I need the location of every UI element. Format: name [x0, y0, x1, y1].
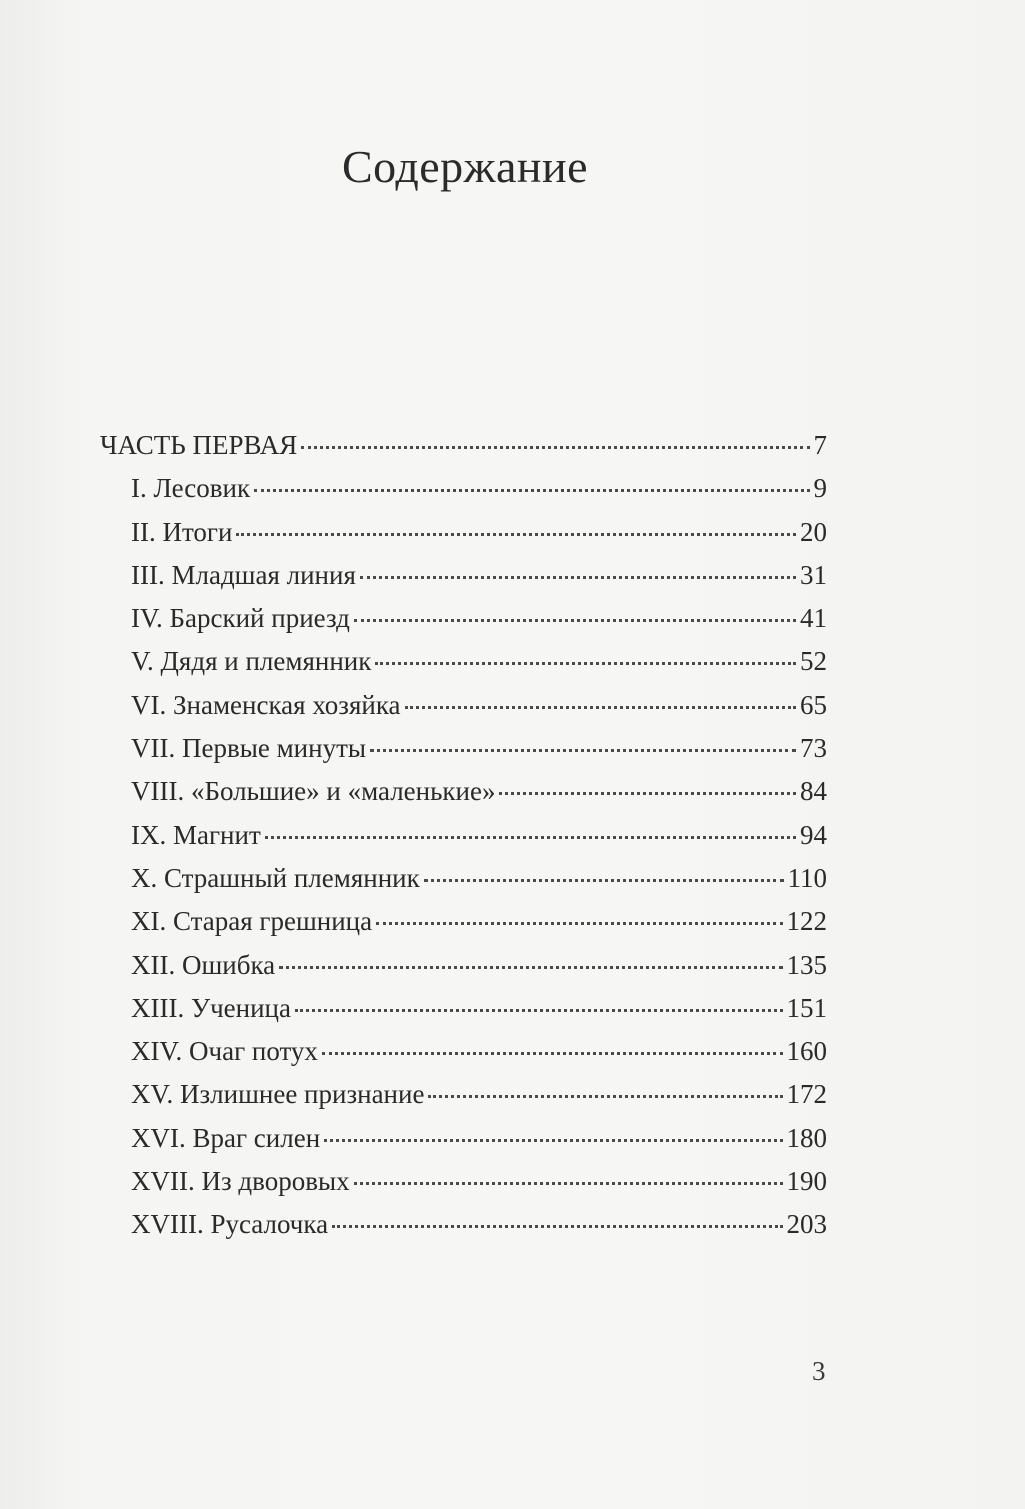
dot-leader [301, 446, 809, 449]
toc-part-row [100, 424, 827, 467]
toc-chapter-label: II. Итоги [131, 516, 233, 547]
toc-chapter-row [100, 814, 827, 857]
toc-chapter-label: XVIII. Русалочка [131, 1209, 329, 1240]
toc-chapter-label: III. Младшая линия [131, 559, 356, 590]
toc-chapter-label: XI. Старая грешница [131, 906, 373, 937]
toc-chapter-page: 52 [800, 646, 827, 677]
toc-chapter-row [100, 944, 827, 987]
dot-leader [265, 836, 796, 839]
toc-chapter-label: IV. Барский приезд [131, 603, 350, 634]
toc-chapter-label: XIII. Ученица [131, 992, 291, 1023]
toc-chapter-row [100, 684, 827, 727]
toc-chapter-page: 84 [800, 776, 827, 807]
dot-leader [322, 1052, 783, 1055]
toc-chapter-row [100, 1160, 827, 1203]
toc-chapter-row [100, 770, 827, 813]
toc-chapter-label: VIII. «Большие» и «маленькие» [131, 776, 496, 807]
dot-leader [405, 706, 796, 709]
toc-chapter-row [100, 987, 827, 1030]
toc-chapter-label: VII. Первые минуты [131, 733, 367, 764]
dot-leader [360, 576, 796, 579]
toc-chapter-row [100, 1073, 827, 1116]
dot-leader [354, 1182, 783, 1185]
toc-chapter-row [100, 900, 827, 943]
dot-leader [236, 533, 796, 536]
toc-chapter-page: 160 [786, 1036, 827, 1067]
toc-chapter-page: 41 [800, 603, 827, 634]
dot-leader [324, 1139, 782, 1142]
toc-chapter-row [100, 554, 827, 597]
table-of-contents [100, 424, 827, 1247]
toc-chapter-row [100, 857, 827, 900]
toc-chapter-label: XII. Ошибка [131, 949, 276, 980]
toc-chapter-row [100, 467, 827, 510]
toc-chapter-page: 190 [786, 1166, 827, 1197]
toc-part-label: ЧАСТЬ ПЕРВАЯ [100, 430, 298, 460]
toc-chapter-row [100, 597, 827, 640]
toc-chapter-row [100, 511, 827, 554]
dot-leader [354, 619, 796, 622]
toc-chapter-page: 135 [786, 949, 827, 980]
toc-chapter-page: 31 [800, 559, 827, 590]
toc-chapter-page: 94 [800, 819, 827, 850]
dot-leader [376, 922, 782, 925]
toc-chapter-row [100, 1117, 827, 1160]
toc-chapter-label: V. Дядя и племянник [131, 646, 372, 677]
dot-leader [428, 1095, 782, 1098]
toc-chapter-page: 151 [786, 992, 827, 1023]
toc-chapter-page: 172 [786, 1079, 827, 1110]
toc-chapter-page: 110 [787, 862, 827, 893]
toc-part-page: 7 [813, 430, 827, 460]
dot-leader [295, 1009, 783, 1012]
page-number: 3 [812, 1356, 826, 1386]
toc-chapter-page: 65 [800, 689, 827, 720]
dot-leader [279, 966, 782, 969]
dot-leader [375, 662, 796, 665]
toc-chapter-row [100, 1030, 827, 1073]
toc-chapter-label: IX. Магнит [131, 819, 261, 850]
toc-chapter-page: 180 [786, 1122, 827, 1153]
toc-chapter-label: XVII. Из дворовых [131, 1166, 350, 1197]
dot-leader [370, 749, 796, 752]
toc-chapter-label: I. Лесовик [131, 473, 251, 504]
toc-chapter-page: 73 [800, 733, 827, 764]
toc-chapter-page: 20 [800, 516, 827, 547]
toc-chapter-row [100, 1203, 827, 1246]
dot-leader [254, 489, 809, 492]
toc-chapter-row [100, 640, 827, 683]
toc-chapter-page: 122 [786, 906, 827, 937]
dot-leader [332, 1225, 782, 1228]
toc-chapter-row [100, 727, 827, 770]
toc-chapter-label: XVI. Враг силен [131, 1122, 321, 1153]
toc-chapter-label: VI. Знаменская хозяйка [131, 689, 401, 720]
toc-chapter-page: 9 [813, 473, 827, 504]
toc-chapter-page: 203 [786, 1209, 827, 1240]
toc-chapter-label: XV. Излишнее признание [131, 1079, 425, 1110]
toc-chapter-label: X. Страшный племянник [131, 862, 420, 893]
dot-leader [424, 879, 784, 882]
dot-leader [499, 792, 796, 795]
page-title: Содержание [341, 141, 589, 192]
toc-chapter-label: XIV. Очаг потух [131, 1036, 318, 1067]
